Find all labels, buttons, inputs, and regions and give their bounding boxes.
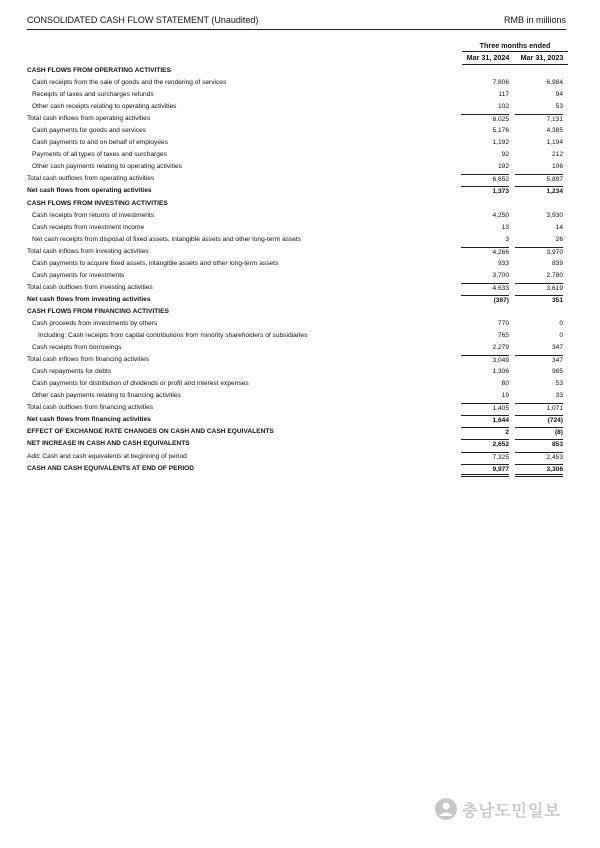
row-label: Other cash payments relating to operating activities bbox=[32, 163, 182, 171]
row-label: Cash proceeds from investments by others bbox=[32, 319, 158, 327]
row-label: Total cash outflows from financing activities bbox=[27, 404, 154, 412]
table-row bbox=[27, 354, 568, 366]
value-2023: 1,194 bbox=[546, 139, 563, 147]
section-heading bbox=[27, 306, 568, 318]
table-row bbox=[27, 330, 568, 342]
table-row bbox=[27, 282, 568, 294]
value-2024: 192 bbox=[497, 163, 509, 171]
row-label: Net cash flows from financing activities bbox=[27, 416, 151, 424]
table-row bbox=[27, 173, 568, 185]
table-row bbox=[27, 161, 568, 173]
value-2023: (8) bbox=[515, 427, 563, 438]
value-2023: (724) bbox=[515, 415, 563, 426]
value-2024: 7,325 bbox=[461, 452, 509, 463]
value-2023: 4,385 bbox=[546, 127, 563, 135]
table-row bbox=[27, 89, 568, 101]
row-label: Including: Cash receipts from capital contributions from minority shareholders of subsidiaries bbox=[38, 332, 308, 340]
table-row bbox=[27, 390, 568, 402]
value-2023: 14 bbox=[555, 223, 563, 231]
value-2024: 13 bbox=[501, 223, 509, 231]
row-label: Total cash outflows from operating activities bbox=[27, 175, 155, 183]
value-2023: 351 bbox=[515, 295, 563, 306]
value-2024: 765 bbox=[497, 332, 509, 340]
value-2023: 6,984 bbox=[546, 79, 563, 87]
value-2024: 102 bbox=[497, 103, 509, 111]
row-label: CASH AND CASH EQUIVALENTS AT END OF PERIOD bbox=[27, 464, 195, 472]
column-header bbox=[462, 40, 568, 65]
row-label: Cash repayments for debts bbox=[32, 368, 112, 376]
value-2024: (367) bbox=[461, 295, 509, 306]
value-2024: 117 bbox=[498, 91, 509, 99]
value-2024: 2 bbox=[461, 427, 509, 438]
row-label: Total cash inflows from operating activities bbox=[27, 115, 151, 123]
value-2023: 7,131 bbox=[515, 114, 563, 125]
value-2024: 1,192 bbox=[492, 139, 509, 147]
value-2023: 347 bbox=[551, 344, 563, 352]
table-row bbox=[27, 426, 568, 438]
value-2024: 1,373 bbox=[461, 186, 509, 197]
table-row bbox=[27, 342, 568, 354]
value-2023: 985 bbox=[551, 368, 563, 376]
row-label: Net cash receipts from disposal of fixed assets, intangible assets and other long-term assets bbox=[32, 235, 302, 243]
row-label: Cash payments for investments bbox=[32, 271, 125, 279]
value-2023: 2,780 bbox=[546, 271, 563, 279]
value-2023: 1,071 bbox=[515, 403, 563, 414]
row-label: Cash payments to acquire fixed assets, intangible assets and other long-term assets bbox=[32, 259, 279, 267]
row-label: EFFECT OF EXCHANGE RATE CHANGES ON CASH AND CASH EQUIVALENTS bbox=[27, 428, 274, 436]
table-row bbox=[27, 222, 568, 234]
section-heading bbox=[27, 65, 568, 77]
column-dates bbox=[462, 52, 568, 65]
value-2024: 3,049 bbox=[461, 355, 509, 366]
table-row bbox=[27, 463, 568, 475]
value-2023: 853 bbox=[515, 439, 563, 450]
value-2023: 0 bbox=[559, 319, 563, 327]
period-label: Three months ended bbox=[462, 40, 568, 52]
row-label: CASH FLOWS FROM OPERATING ACTIVITIES bbox=[27, 67, 171, 74]
value-2024: 1,306 bbox=[492, 368, 509, 376]
value-2024: 7,806 bbox=[492, 79, 509, 87]
value-2024: 4,250 bbox=[492, 211, 509, 219]
publisher-logo-icon bbox=[434, 797, 458, 821]
row-label: CASH FLOWS FROM INVESTING ACTIVITIES bbox=[27, 199, 168, 207]
table-row bbox=[27, 113, 568, 125]
table-row bbox=[27, 294, 568, 306]
row-label: CASH FLOWS FROM FINANCING ACTIVITIES bbox=[27, 307, 169, 315]
section-heading bbox=[27, 198, 568, 210]
row-label: Cash payments for goods and services bbox=[32, 127, 146, 135]
value-2023: 0 bbox=[559, 332, 563, 340]
table-row bbox=[27, 77, 568, 89]
page-header bbox=[27, 13, 566, 30]
value-2023: 33 bbox=[555, 392, 563, 400]
row-label: Total cash outflows from investing activities bbox=[27, 283, 153, 291]
table-row bbox=[27, 414, 568, 426]
value-2024: 4,633 bbox=[461, 283, 509, 294]
value-2023: 3,619 bbox=[515, 283, 563, 294]
row-label: Cash receipts from returns of investments bbox=[32, 211, 155, 219]
row-label: Cash payments for distribution of dividends or profit and interest expenses bbox=[32, 380, 249, 388]
table-row bbox=[27, 125, 568, 137]
row-label: Total cash inflows from financing activities bbox=[27, 356, 150, 364]
value-2023: 53 bbox=[555, 380, 563, 388]
value-2023: 347 bbox=[515, 355, 563, 366]
value-2023: 3,306 bbox=[515, 464, 563, 477]
table-row bbox=[27, 366, 568, 378]
row-label: Total cash inflows from investing activities bbox=[27, 247, 149, 255]
value-2023: 212 bbox=[551, 151, 563, 159]
value-2024: 3 bbox=[505, 235, 509, 243]
row-label: Cash receipts from the sale of goods and the rendering of services bbox=[32, 79, 227, 87]
value-2024: 1,644 bbox=[461, 415, 509, 426]
value-2023: 3,930 bbox=[546, 211, 563, 219]
row-label: Net cash flows from operating activities bbox=[27, 187, 152, 195]
table-row bbox=[27, 402, 568, 414]
table-row bbox=[27, 451, 568, 463]
table-row bbox=[27, 234, 568, 246]
row-label: Receipts of taxes and surcharges refunds bbox=[32, 91, 154, 99]
value-2024: 933 bbox=[497, 259, 509, 267]
table-row bbox=[27, 318, 568, 330]
value-2023: 106 bbox=[551, 163, 563, 171]
row-label: Cash payments to and on behalf of employees bbox=[32, 139, 168, 147]
table-row bbox=[27, 137, 568, 149]
value-2024: 8,025 bbox=[461, 114, 509, 125]
value-2023: 53 bbox=[555, 103, 563, 111]
value-2024: 1,405 bbox=[461, 403, 509, 414]
row-label: Cash receipts from investment income bbox=[32, 223, 145, 231]
value-2024: 2,279 bbox=[492, 344, 509, 352]
value-2023: 5,897 bbox=[515, 174, 563, 185]
table-row bbox=[27, 101, 568, 113]
value-2024: 19 bbox=[501, 392, 509, 400]
table-row bbox=[27, 258, 568, 270]
value-2024: 3,700 bbox=[492, 271, 509, 279]
row-label: Cash receipts from borrowings bbox=[32, 344, 122, 352]
row-label: Other cash payments relating to financing activities bbox=[32, 392, 181, 400]
value-2024: 9,977 bbox=[461, 464, 509, 477]
watermark-text: 충남도민일보 bbox=[462, 800, 561, 820]
value-2024: 92 bbox=[501, 151, 509, 159]
row-label: Other cash receipts relating to operating activities bbox=[32, 103, 177, 111]
table-row bbox=[27, 270, 568, 282]
value-2024: 6,652 bbox=[461, 174, 509, 185]
value-2024: 2,652 bbox=[461, 439, 509, 450]
statement-title: CONSOLIDATED CASH FLOW STATEMENT (Unaudited) bbox=[27, 15, 259, 25]
publisher-watermark bbox=[434, 797, 561, 821]
column-2023: Mar 31, 2023 bbox=[520, 53, 564, 62]
value-2023: 2,453 bbox=[515, 452, 563, 463]
value-2024: 5,176 bbox=[492, 127, 509, 135]
value-2024: 4,266 bbox=[461, 247, 509, 258]
value-2023: 839 bbox=[551, 259, 563, 267]
row-label: Add: Cash and cash equivalents at beginning of period bbox=[27, 452, 187, 460]
column-2024: Mar 31, 2024 bbox=[466, 53, 510, 62]
cash-flow-table bbox=[27, 65, 568, 475]
table-row bbox=[27, 185, 568, 197]
row-label: Payments of all types of taxes and surcharges bbox=[32, 151, 167, 159]
value-2023: 3,970 bbox=[515, 247, 563, 258]
table-row bbox=[27, 149, 568, 161]
value-2023: 1,234 bbox=[515, 186, 563, 197]
table-row bbox=[27, 210, 568, 222]
value-2024: 80 bbox=[501, 380, 509, 388]
value-2023: 26 bbox=[555, 235, 563, 243]
value-2024: 770 bbox=[497, 319, 509, 327]
row-label: Net cash flows from investing activities bbox=[27, 295, 151, 303]
table-row bbox=[27, 378, 568, 390]
table-row bbox=[27, 246, 568, 258]
currency-unit: RMB in millions bbox=[503, 15, 566, 25]
value-2023: 94 bbox=[555, 91, 563, 99]
row-label: NET INCREASE IN CASH AND CASH EQUIVALENTS bbox=[27, 440, 190, 448]
table-row bbox=[27, 438, 568, 450]
